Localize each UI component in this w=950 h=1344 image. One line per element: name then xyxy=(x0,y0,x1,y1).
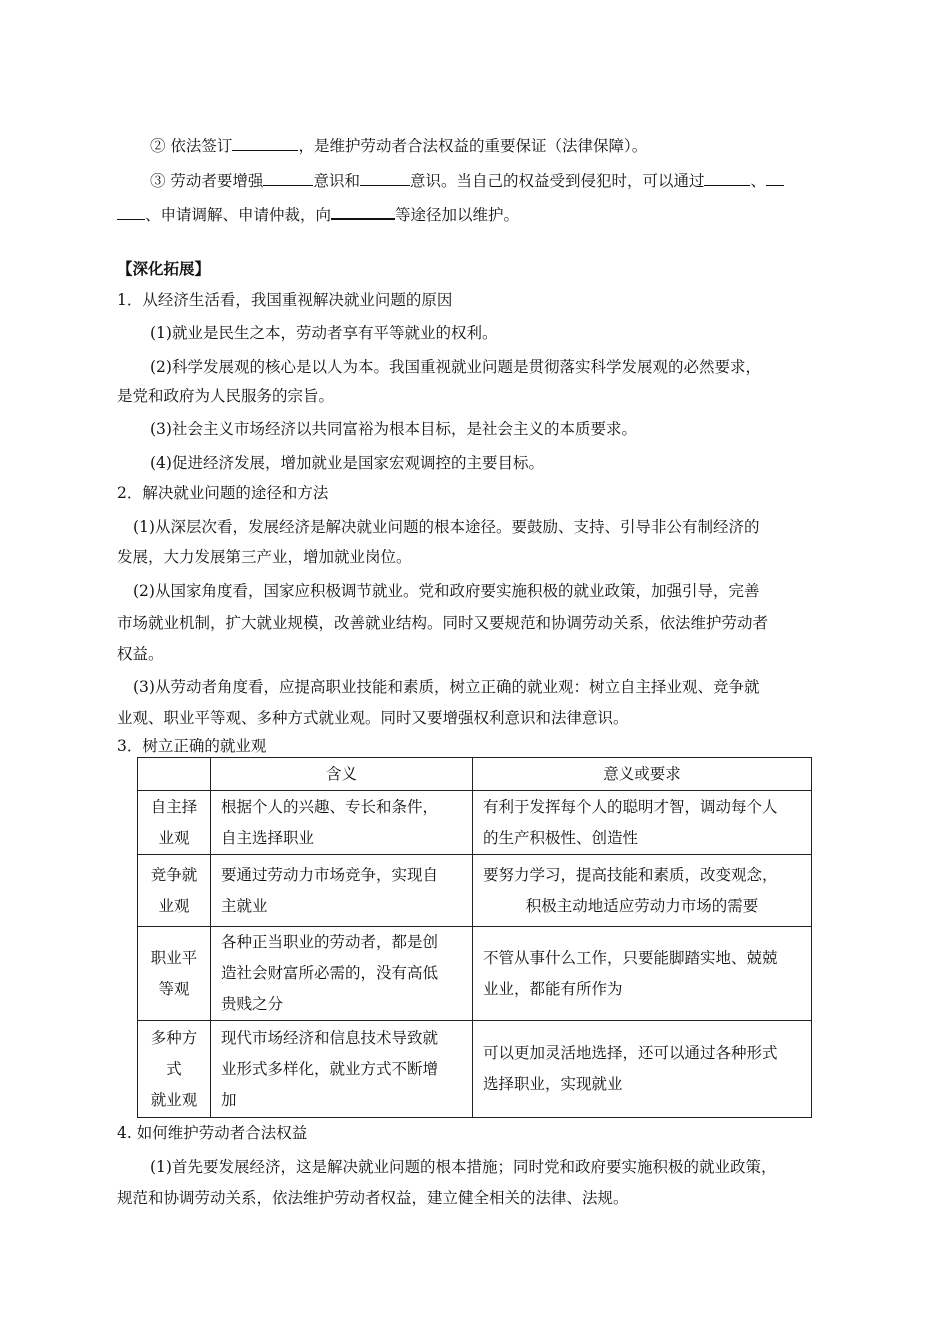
table-row xyxy=(138,855,812,927)
cell-line: 业观 xyxy=(158,828,190,847)
s1-paragraph-2-line-1: (2)科学发展观的核心是以人为本。我国重视就业问题是贯彻落实科学发展观的必然要求， xyxy=(150,358,761,376)
cell-line: 要通过劳动力市场竞争，实现自 xyxy=(221,865,439,884)
intro-item-2-suffix: ，是维护劳动者合法权益的重要保证（法律保障）。 xyxy=(298,137,648,155)
view-name-cell xyxy=(138,927,211,1021)
s2-heading: 2．解决就业问题的途径和方法 xyxy=(117,484,329,502)
cell-line: 主就业 xyxy=(221,896,268,915)
cell-line: 加 xyxy=(221,1090,237,1109)
table-header-row xyxy=(138,758,812,791)
cell-line: 业形式多样化，就业方式不断增 xyxy=(221,1059,439,1078)
s2-paragraph-1-line-2: 发展，大力发展第三产业，增加就业岗位。 xyxy=(117,548,412,566)
requirement-cell xyxy=(473,855,812,927)
s2-paragraph-2-line-1: (2)从国家角度看，国家应积极调节就业。党和政府要实施积极的就业政策，加强引导，完善 xyxy=(133,582,760,600)
cell-line: 选择职业，实现就业 xyxy=(483,1075,623,1093)
cell-line: 根据个人的兴趣、专长和条件， xyxy=(221,797,439,816)
cell-line: 有利于发挥每个人的聪明才智，调动每个人 xyxy=(483,797,778,816)
s2-paragraph-3-line-2: 业观、职业平等观、多种方式就业观。同时又要增强权利意识和法律意识。 xyxy=(117,709,629,727)
cell-line: 自主择 xyxy=(150,797,198,816)
cell-line: 的生产积极性、创造性 xyxy=(483,828,639,847)
cell-line: 职业平 xyxy=(150,948,198,967)
cell-line: 可以更加灵活地选择，还可以通过各种形式 xyxy=(483,1044,778,1062)
cell-line: 竞争就 xyxy=(150,865,198,884)
intro-item-2-prefix: ② 依法签订 xyxy=(150,137,233,155)
table-row xyxy=(138,927,812,1021)
s3-heading: 3．树立正确的就业观 xyxy=(117,737,267,755)
employment-views-table xyxy=(137,757,812,1118)
s4-paragraph-1-line-2: 规范和协调劳动关系，依法维护劳动者权益，建立健全相关的法律、法规。 xyxy=(117,1189,629,1207)
fill-blank xyxy=(360,169,410,186)
cell-line: 要努力学习，提高技能和素质，改变观念， xyxy=(483,865,778,884)
requirement-cell xyxy=(473,1021,812,1118)
s2-paragraph-2-line-3: 权益。 xyxy=(117,645,164,663)
cell-line: 自主选择职业 xyxy=(221,828,315,847)
cell-line: 积极主动地适应劳动力市场的需要 xyxy=(525,896,759,915)
section-title: 【深化拓展】 xyxy=(117,259,211,278)
intro-item-3-line-2 xyxy=(117,202,519,226)
intro-item-3-line-1 xyxy=(150,169,784,192)
requirement-cell xyxy=(473,927,812,1021)
cell-line: 等观 xyxy=(158,979,190,998)
cell-line: 就业观 xyxy=(150,1090,198,1109)
meaning-cell xyxy=(211,927,473,1021)
fill-blank xyxy=(766,169,784,186)
intro-item-3-text-f: 等途径加以维护。 xyxy=(395,206,520,224)
meaning-cell xyxy=(211,855,473,927)
table-header-cell xyxy=(138,758,211,791)
s2-paragraph-1-line-1: (1)从深层次看，发展经济是解决就业问题的根本途径。要鼓励、支持、引导非公有制经济的 xyxy=(133,518,760,536)
cell-line: 不管从事什么工作，只要能脚踏实地、兢兢 xyxy=(483,948,778,967)
s4-heading: 4. 如何维护劳动者合法权益 xyxy=(117,1124,308,1142)
s1-paragraph-2-line-2: 是党和政府为人民服务的宗旨。 xyxy=(117,387,335,405)
intro-item-3-text-c: 意识。当自己的权益受到侵犯时，可以通过 xyxy=(409,172,705,190)
intro-item-3-text-b: 意识和 xyxy=(313,172,360,190)
s1-paragraph-1: (1)就业是民生之本，劳动者享有平等就业的权利。 xyxy=(150,324,498,342)
s1-paragraph-4: (4)促进经济发展，增加就业是国家宏观调控的主要目标。 xyxy=(150,454,544,472)
s4-paragraph-1-line-1: (1)首先要发展经济，这是解决就业问题的根本措施；同时党和政府要实施积极的就业政策， xyxy=(150,1158,777,1176)
cell-line: 贵贱之分 xyxy=(221,995,284,1013)
cell-line: 式 xyxy=(166,1059,182,1078)
fill-blank xyxy=(331,202,395,220)
table-row xyxy=(138,1021,812,1118)
requirement-cell xyxy=(473,791,812,855)
table-header-cell: 意义或要求 xyxy=(473,758,812,791)
cell-line: 多种方 xyxy=(150,1028,198,1047)
fill-blank xyxy=(117,203,145,220)
cell-line: 业业，都能有所作为 xyxy=(483,979,623,998)
view-name-cell xyxy=(138,1021,211,1118)
meaning-cell xyxy=(211,791,473,855)
intro-item-3-text-a: ③ 劳动者要增强 xyxy=(150,172,264,190)
cell-line: 造社会财富所必需的，没有高低 xyxy=(221,964,439,982)
fill-blank xyxy=(704,169,750,186)
s2-paragraph-3-line-1: (3)从劳动者角度看，应提高职业技能和素质，树立正确的就业观：树立自主择业观、竞争就 xyxy=(133,678,760,696)
s2-paragraph-2-line-2: 市场就业机制，扩大就业规模，改善就业结构。同时又要规范和协调劳动关系，依法维护劳动者 xyxy=(117,614,769,632)
meaning-cell xyxy=(211,1021,473,1118)
s1-heading: 1．从经济生活看，我国重视解决就业问题的原因 xyxy=(117,291,453,309)
intro-item-2 xyxy=(150,134,647,157)
s1-paragraph-3: (3)社会主义市场经济以共同富裕为根本目标，是社会主义的本质要求。 xyxy=(150,420,637,438)
cell-line: 业观 xyxy=(158,896,190,915)
table-row xyxy=(138,791,812,855)
view-name-cell xyxy=(138,791,211,855)
intro-item-3-text-e: 、申请调解、申请仲裁，向 xyxy=(145,206,332,224)
fill-blank xyxy=(263,169,313,186)
cell-line: 各种正当职业的劳动者，都是创 xyxy=(221,933,439,951)
table-header-cell: 含义 xyxy=(211,758,473,791)
cell-line: 现代市场经济和信息技术导致就 xyxy=(221,1028,439,1047)
intro-item-3-text-d: 、 xyxy=(750,172,766,190)
fill-blank xyxy=(232,134,298,151)
view-name-cell xyxy=(138,855,211,927)
